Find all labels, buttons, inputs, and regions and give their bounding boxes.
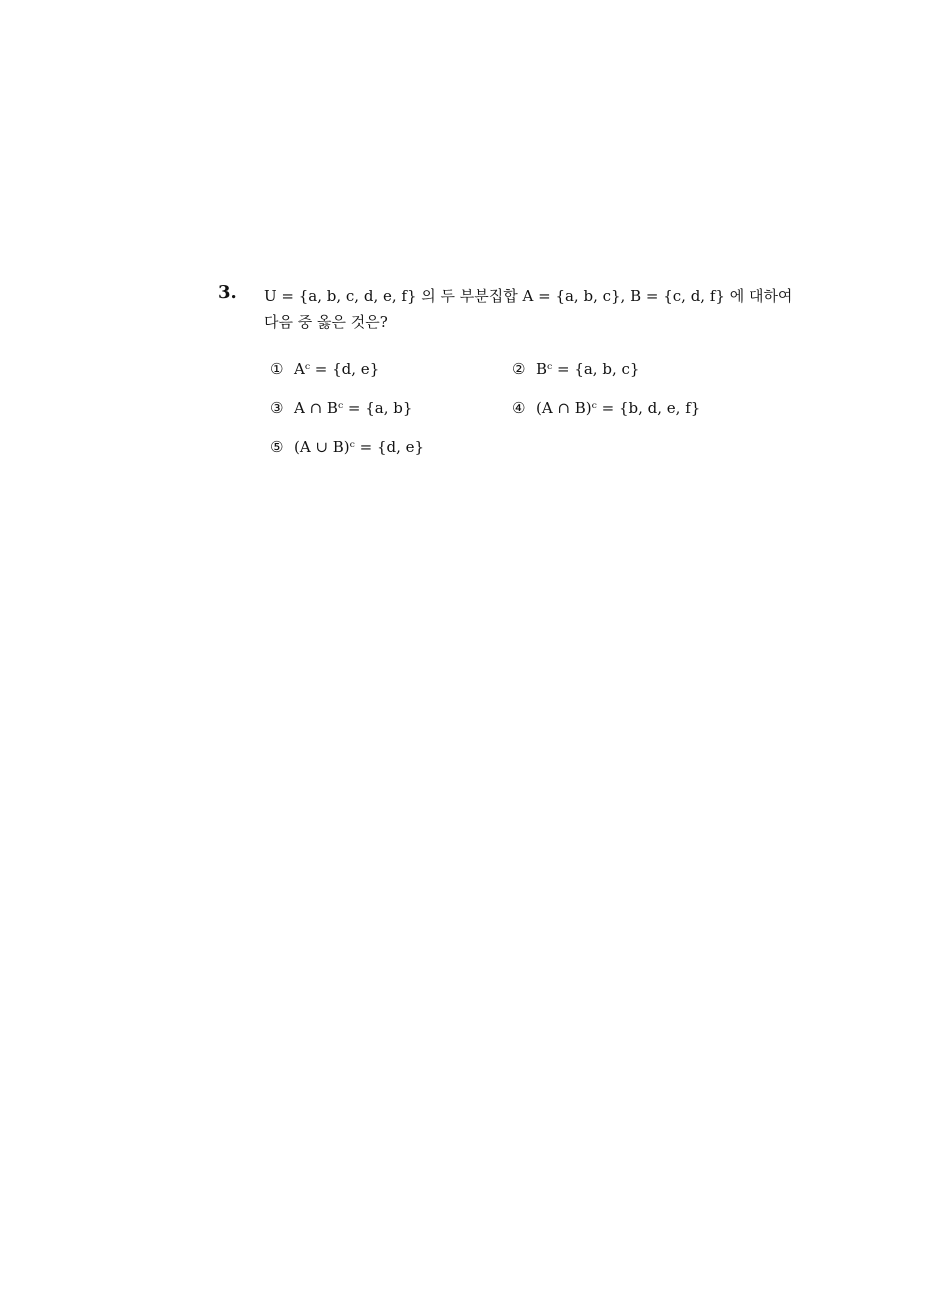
question-stem: [264, 283, 793, 335]
choice-3-text: A ∩ Bᶜ = {a, b}: [294, 399, 413, 417]
choice-5[interactable]: [270, 438, 424, 456]
choice-4-mark: ④: [512, 399, 526, 417]
choice-4[interactable]: [512, 399, 700, 417]
question-number: 3.: [218, 282, 237, 303]
choice-3-mark: ③: [270, 399, 284, 417]
choice-1-text: Aᶜ = {d, e}: [294, 360, 380, 378]
choice-5-mark: ⑤: [270, 438, 284, 456]
choice-1[interactable]: [270, 360, 379, 378]
choice-2-text: Bᶜ = {a, b, c}: [536, 360, 640, 378]
question-stem-line-2: 다음 중 옳은 것은?: [264, 313, 388, 331]
choice-4-text: (A ∩ B)ᶜ = {b, d, e, f}: [536, 399, 701, 417]
choice-2[interactable]: [512, 360, 639, 378]
choice-2-mark: ②: [512, 360, 526, 378]
question-stem-line-1: U = {a, b, c, d, e, f} 의 두 부분집합 A = {a, b, c}, B = {c, d, f} 에 대하여: [264, 287, 793, 305]
choice-5-text: (A ∪ B)ᶜ = {d, e}: [294, 438, 425, 456]
choice-3[interactable]: [270, 399, 412, 417]
choice-1-mark: ①: [270, 360, 284, 378]
